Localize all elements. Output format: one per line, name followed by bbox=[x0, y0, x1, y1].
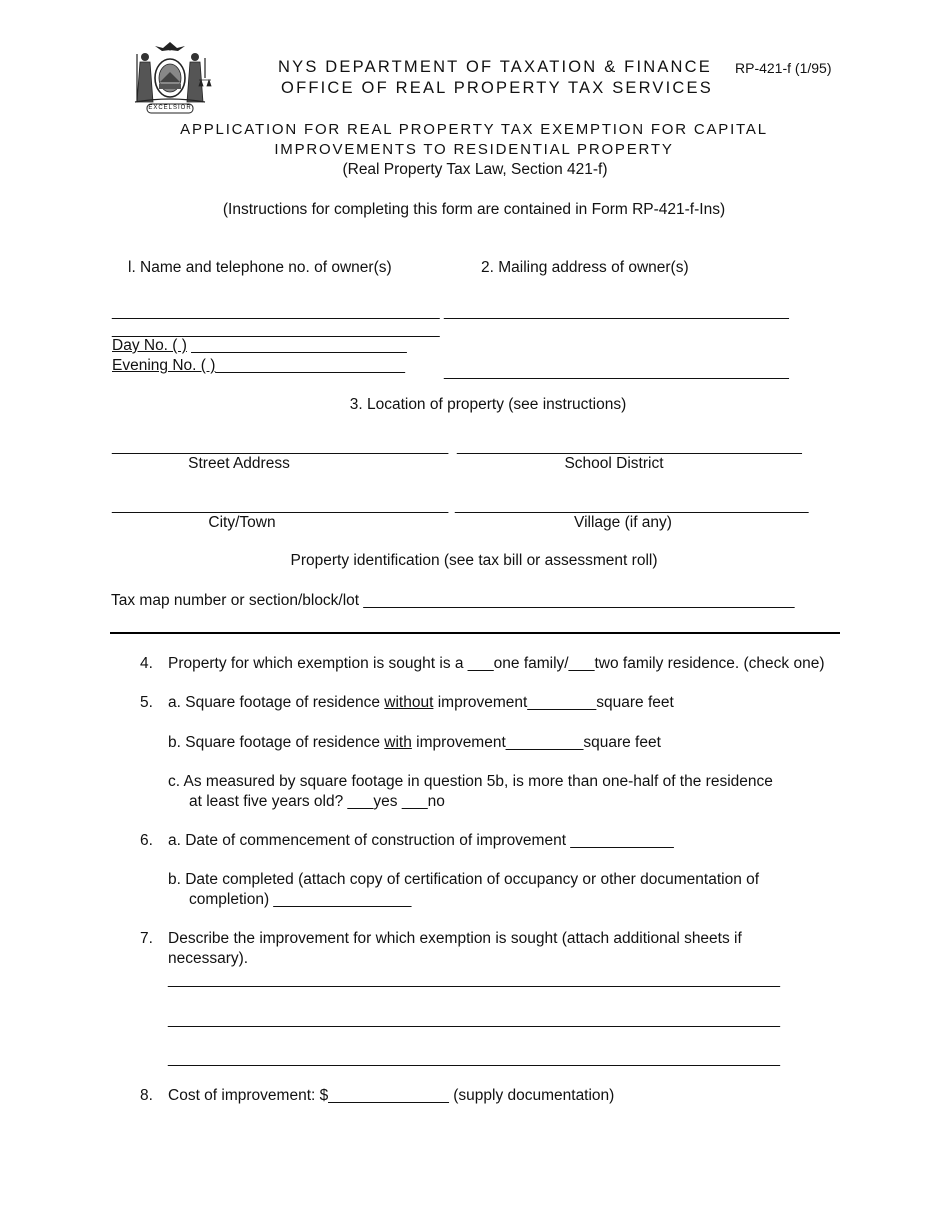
q8-number: 8. bbox=[140, 1087, 153, 1104]
q7-description-field-1[interactable]: _______________________________________________________________________ bbox=[168, 971, 781, 988]
q5b-prefix: b. Square footage of residence bbox=[168, 734, 385, 751]
tax-map-label: Tax map number or section/block/lot bbox=[111, 592, 364, 609]
seal-motto: EXCELSIOR bbox=[148, 105, 192, 111]
evening-phone-line: ______________________ bbox=[215, 357, 406, 374]
street-address-field[interactable]: _______________________________________ bbox=[112, 438, 449, 455]
tax-map-field[interactable]: __________________________________________________ bbox=[363, 592, 795, 609]
q6b-text-line1: b. Date completed (attach copy of certification of occupancy or other documentation of bbox=[168, 871, 760, 888]
form-title-line1: APPLICATION FOR REAL PROPERTY TAX EXEMPTION FOR CAPITAL bbox=[180, 121, 768, 138]
village-field[interactable]: _________________________________________ bbox=[455, 497, 809, 514]
owner-name-field-2[interactable]: ______________________________________ bbox=[112, 321, 440, 338]
location-label: 3. Location of property (see instructions) bbox=[349, 396, 627, 413]
street-address-caption: Street Address bbox=[188, 455, 290, 472]
q7-number: 7. bbox=[140, 930, 153, 947]
form-id: RP-421-f (1/95) bbox=[735, 60, 832, 76]
q6b-text-line2[interactable]: completion) ________________ bbox=[189, 891, 412, 908]
owner-name-field-1[interactable]: ______________________________________ bbox=[112, 303, 440, 320]
mailing-address-field-1[interactable]: ________________________________________ bbox=[444, 303, 789, 320]
q5b-text[interactable] bbox=[168, 733, 661, 753]
city-town-caption: City/Town bbox=[208, 514, 276, 531]
q4-number: 4. bbox=[140, 655, 153, 672]
q7-description-field-3[interactable]: _______________________________________________________________________ bbox=[168, 1050, 781, 1067]
department-name: NYS DEPARTMENT OF TAXATION & FINANCE bbox=[278, 58, 712, 76]
property-id-label: Property identification (see tax bill or assessment roll) bbox=[290, 552, 658, 569]
tax-map-row bbox=[111, 591, 794, 611]
form-title-line2: IMPROVEMENTS TO RESIDENTIAL PROPERTY bbox=[274, 141, 674, 158]
form-title-law: (Real Property Tax Law, Section 421-f) bbox=[342, 161, 608, 178]
q5c-text-line1: c. As measured by square footage in question 5b, is more than one-half of the residence bbox=[168, 773, 773, 790]
mailing-address-label: 2. Mailing address of owner(s) bbox=[481, 259, 689, 276]
city-town-field[interactable]: _______________________________________ bbox=[112, 497, 449, 514]
q5a-text[interactable] bbox=[168, 693, 674, 713]
q8-text[interactable]: Cost of improvement: $______________ (supply documentation) bbox=[168, 1087, 615, 1104]
instructions-note: (Instructions for completing this form are contained in Form RP-421-f-Ins) bbox=[222, 201, 726, 218]
evening-phone-label: Evening No. ( ) bbox=[112, 357, 216, 374]
school-district-field[interactable]: ________________________________________ bbox=[457, 438, 802, 455]
q5b-suffix: improvement_________square feet bbox=[411, 734, 661, 751]
evening-phone-field[interactable] bbox=[112, 356, 405, 376]
village-caption: Village (if any) bbox=[574, 514, 672, 531]
school-district-caption: School District bbox=[564, 455, 664, 472]
q7-description-field-2[interactable]: _______________________________________________________________________ bbox=[168, 1011, 781, 1028]
mailing-address-field-2[interactable]: ________________________________________ bbox=[444, 363, 789, 380]
q4-text[interactable]: Property for which exemption is sought is a ___one family/___two family residence. (check one) bbox=[168, 655, 825, 672]
q6-number: 6. bbox=[140, 832, 153, 849]
q7-text-line2: necessary). bbox=[168, 950, 249, 967]
q5a-emphasis: without bbox=[384, 694, 434, 711]
q7-text-line1: Describe the improvement for which exemption is sought (attach additional sheets if bbox=[168, 930, 742, 947]
q5a-suffix: improvement________square feet bbox=[433, 694, 674, 711]
owner-name-label: l. Name and telephone no. of owner(s) bbox=[128, 259, 392, 276]
q5b-emphasis: with bbox=[384, 734, 412, 751]
q5a-prefix: a. Square footage of residence bbox=[168, 694, 385, 711]
q5-number: 5. bbox=[140, 694, 153, 711]
day-phone-label: Day No. ( ) bbox=[112, 337, 187, 354]
q6a-text[interactable]: a. Date of commencement of construction of improvement ____________ bbox=[168, 832, 674, 849]
office-name: OFFICE OF REAL PROPERTY TAX SERVICES bbox=[281, 79, 713, 97]
day-phone-field[interactable] bbox=[112, 336, 407, 356]
q5c-text-line2[interactable]: at least five years old? ___yes ___no bbox=[189, 793, 445, 810]
day-phone-line: _________________________ bbox=[186, 337, 407, 354]
section-divider bbox=[110, 632, 840, 634]
